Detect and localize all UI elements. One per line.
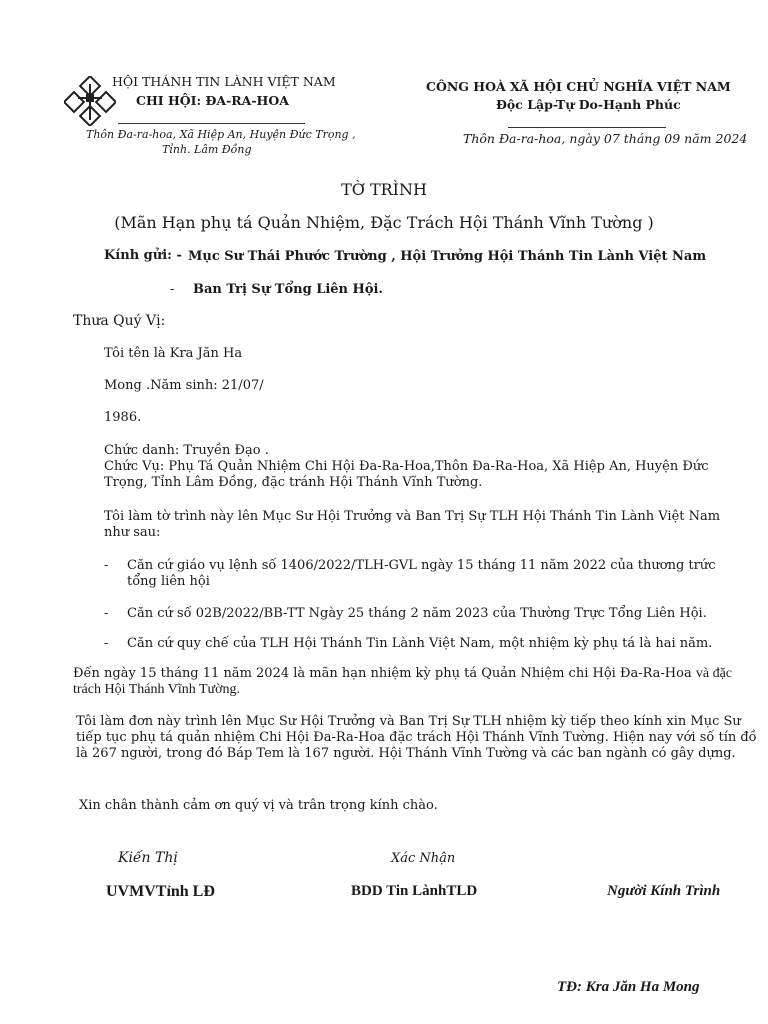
signature-left: UVMVTỉnh LĐ <box>106 883 215 900</box>
bullet-item: Căn cứ quy chế của TLH Hội Thánh Tin Lành Việt Nam, một nhiệm kỳ phụ tá là hai năm. <box>127 636 713 651</box>
header-left-underline <box>118 123 305 124</box>
signer-name: TĐ: Kra Jăn Ha Mong <box>557 979 700 995</box>
branch-address-line1: Thôn Đa-ra-hoa, Xã Hiệp An, Huyện Đức Trọng , <box>86 128 356 141</box>
bullet-marker: - <box>104 636 109 651</box>
national-motto: Độc Lập-Tự Do-Hạnh Phúc <box>496 97 681 112</box>
signature-right: Người Kính Trình <box>607 883 721 899</box>
signature-middle: BDD Tin LànhTLD <box>351 883 478 899</box>
intro-position: Chức Vụ: Phụ Tá Quản Nhiệm Chi Hội Đa-Ra-Hoa,Thôn Đa-Ra-Hoa, Xã Hiệp An, Huyện Đức Trọng, Tỉnh Lâm Đồng, đặc tránh Hội Thánh Vĩnh Tường. <box>104 459 709 490</box>
request-paragraph: Tôi làm đơn này trình lên Mục Sư Hội Trưởng và Ban Trị Sự TLH nhiệm kỳ tiếp theo kính xin Mục Sư tiếp tục phụ tá quản nhiệm Chi Hội Đa-Ra-Hoa đặc trách Hội Thánh Vĩnh Tường. Hiện nay với số tín đồ là 267 người, trong đó Báp Tem là 167 người. Hội Thánh Vĩnh Tường và các ban ngành có gây dựng. <box>76 714 757 761</box>
church-emblem-logo <box>64 76 116 126</box>
intro-name: Tôi tên là Kra Jăn Ha <box>104 346 243 361</box>
review-label: Kiến Thị <box>118 850 178 866</box>
place-and-date: Thôn Đa-ra-hoa, ngày 07 tháng 09 năm 2024 <box>463 131 748 146</box>
bullet-item: Căn cứ số 02B/2022/BB-TT Ngày 25 tháng 2 năm 2023 của Thường Trực Tổng Liên Hội. <box>127 606 707 621</box>
confirm-label: Xác Nhận <box>391 851 456 866</box>
intro-birth-year: 1986. <box>104 410 142 425</box>
expiry-paragraph <box>73 666 763 698</box>
branch-name: CHI HỘI: ĐA-RA-HOA <box>136 93 289 108</box>
header-right-underline <box>508 127 666 128</box>
salutation: Thưa Quý Vị: <box>73 313 166 329</box>
country-name: CÔNG HOÀ XÃ HỘI CHỦ NGHĨA VIỆT NAM <box>426 79 731 94</box>
intro-birth: Mong .Năm sinh: 21/07/ <box>104 378 264 393</box>
branch-address-line2: Tỉnh. Lâm Đồng <box>162 143 252 156</box>
purpose-paragraph: Tôi làm tờ trình này lên Mục Sư Hội Trưởng và Ban Trị Sự TLH Hội Thánh Tin Lành Việt Nam như sau: <box>104 509 721 540</box>
recipient-dash: - <box>170 282 175 297</box>
recipient-2: Ban Trị Sự Tổng Liên Hội. <box>193 282 383 297</box>
expiry-text: Đến ngày 15 tháng 11 năm 2024 là mãn hạn nhiệm kỳ phụ tá Quản Nhiệm chi Hội Đa-Ra-Hoa <box>73 666 692 681</box>
bullet-marker: - <box>104 558 109 573</box>
recipient-1: Mục Sư Thái Phước Trường , Hội Trưởng Hội Thánh Tin Lành Việt Nam <box>188 249 707 264</box>
bullet-item: Căn cứ giáo vụ lệnh số 1406/2022/TLH-GVL ngày 15 tháng 11 năm 2022 của thương trức tổng liên hội <box>127 558 716 589</box>
document-subtitle: (Mãn Hạn phụ tá Quản Nhiệm, Đặc Trách Hội Thánh Vĩnh Tường ) <box>114 213 654 232</box>
document-title: TỜ TRÌNH <box>341 180 427 199</box>
bullet-marker: - <box>104 606 109 621</box>
expiry-text-continued: và đặc trách Hội Thánh Vĩnh Tường. <box>73 666 733 697</box>
addressee-label: Kính gửi: - <box>104 248 182 263</box>
closing-line: Xin chân thành cảm ơn quý vị và trân trọng kính chào. <box>79 798 438 813</box>
intro-title: Chức danh: Truyền Đạo . <box>104 443 269 458</box>
church-org-name: HỘI THÁNH TIN LÀNH VIỆT NAM <box>112 74 336 89</box>
